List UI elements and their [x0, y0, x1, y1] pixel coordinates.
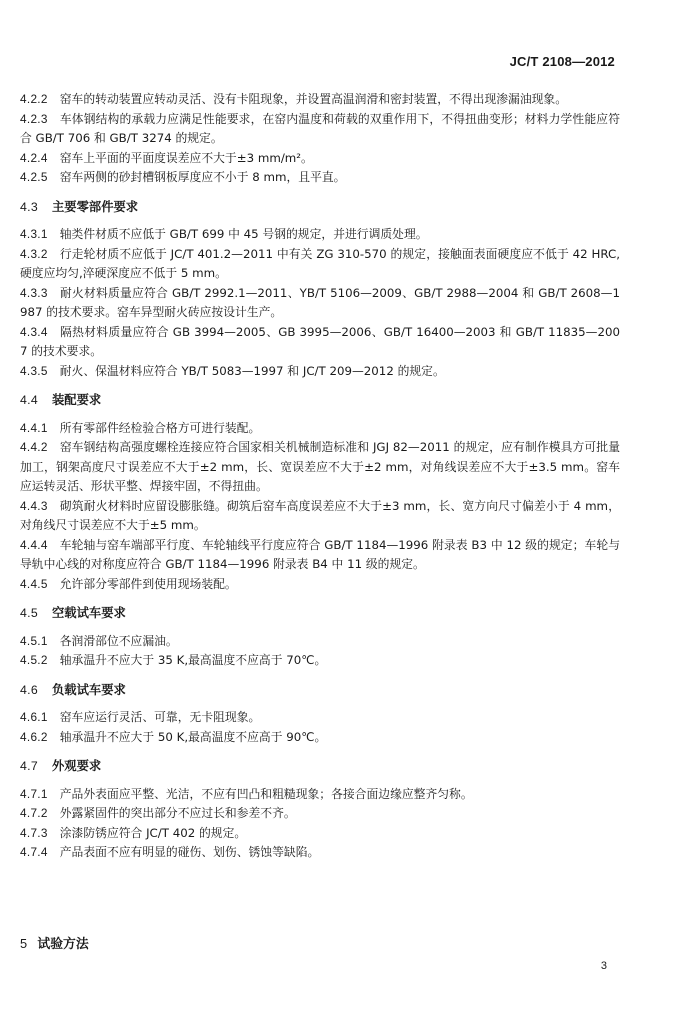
- clause-text: 窑车应运行灵活、可靠，无卡阻现象。: [59, 710, 261, 724]
- section-number: 4.5: [20, 606, 38, 620]
- chapter-heading-5: [20, 933, 89, 952]
- clause-4-2-5: [20, 168, 620, 188]
- clause-text: 砌筑耐火材料时应留设膨胀缝。砌筑后窑车高度误差应不大于±3 mm，长、宽方向尺寸偏差小于 4 mm，对角线尺寸误差应不大于±5 mm。: [20, 498, 620, 532]
- section-heading-4-6: [20, 681, 620, 701]
- clause-number: 4.4.4: [20, 537, 48, 552]
- clause-4-4-4: [20, 536, 620, 575]
- clause-number: 4.2.5: [20, 170, 48, 184]
- clause-number: 4.6.1: [20, 710, 48, 724]
- section-heading-4-4: [20, 391, 620, 411]
- clause-4-4-5: [20, 575, 620, 595]
- clause-number: 4.3.3: [20, 285, 48, 300]
- clause-number: 4.4.1: [20, 420, 48, 435]
- section-title: 空载试车要求: [52, 606, 126, 620]
- clause-4-5-1: [20, 632, 620, 652]
- clause-number: 4.3.5: [20, 363, 48, 378]
- chapter-title: 试验方法: [37, 937, 89, 952]
- clause-text: 各润滑部位不应漏油。: [59, 633, 178, 648]
- section-title: 负载试车要求: [52, 682, 126, 697]
- clause-4-4-1: [20, 419, 620, 439]
- clause-text: 所有零部件经检验合格方可进行装配。: [59, 420, 261, 435]
- clause-text: 涂漆防锈应符合 JC/T 402 的规定。: [59, 825, 247, 840]
- clause-text: 行走轮材质不应低于 JC/T 401.2—2011 中有关 ZG 310-570 的规定，接触面表面硬度应不低于 42 HRC,硬度应均匀,淬硬深度应不低于 5 mm。: [20, 246, 620, 280]
- clause-number: 4.2.3: [20, 111, 48, 126]
- clause-text: 窑车的转动装置应转动灵活、没有卡阻现象，并设置高温润滑和密封装置，不得出现渗漏油现象。: [59, 92, 568, 106]
- clause-text: 产品表面不应有明显的碰伤、划伤、锈蚀等缺陷。: [59, 845, 320, 859]
- section-title: 主要零部件要求: [52, 199, 139, 214]
- clause-4-3-1: [20, 225, 620, 245]
- clause-4-6-2: [20, 728, 620, 748]
- clause-4-5-2: [20, 651, 620, 671]
- clause-4-2-3: [20, 110, 620, 149]
- clause-4-7-1: [20, 785, 620, 805]
- section-number: 4.6: [20, 682, 38, 697]
- section-heading-4-7: [20, 757, 620, 777]
- clause-number: 4.2.4: [20, 150, 48, 165]
- clause-text: 耐火材料质量应符合 GB/T 2992.1—2011、YB/T 5106—2009、GB/T 2988—2004 和 GB/T 2608—1987 的技术要求。窑车异型耐火砖应按设计生产。: [20, 285, 620, 319]
- clause-number: 4.3.1: [20, 227, 48, 241]
- clause-number: 4.4.5: [20, 576, 48, 591]
- section-title: 装配要求: [52, 393, 102, 407]
- clause-number: 4.3.4: [20, 324, 48, 339]
- clause-4-3-2: [20, 245, 620, 284]
- clause-text: 隔热材料质量应符合 GB 3994—2005、GB 3995—2006、GB/T 16400—2003 和 GB/T 11835—2007 的技术要求。: [20, 324, 620, 358]
- clause-text: 产品外表面应平整、光洁，不应有凹凸和粗糙现象；各接合面边缘应整齐匀称。: [59, 786, 473, 801]
- clause-number: 4.7.1: [20, 786, 48, 801]
- clause-text: 车体钢结构的承载力应满足性能要求，在窑内温度和荷载的双重作用下，不得扭曲变形；材料力学性能应符合 GB/T 706 和 GB/T 3274 的规定。: [20, 111, 620, 145]
- clause-text: 轴类件材质不应低于 GB/T 699 中 45 号钢的规定，并进行调质处理。: [59, 227, 428, 241]
- clause-text: 窑车上平面的平面度误差应不大于±3 mm/m²。: [59, 150, 313, 165]
- clause-text: 外露紧固件的突出部分不应过长和参差不齐。: [59, 806, 296, 820]
- clause-4-2-4: [20, 149, 620, 169]
- clause-number: 4.5.1: [20, 633, 48, 648]
- clause-text: 窑车钢结构高强度螺栓连接应符合国家相关机械制造标准和 JGJ 82—2011 的规定，应有制作模具方可批量加工，钢架高度尺寸误差应不大于±2 mm，长、宽误差应不大于±2 mm，对角线误差应不大于±3.5 mm。窑车应运转灵活、形状平整、焊接牢固，不得扭曲。: [20, 440, 620, 493]
- clause-number: 4.7.3: [20, 825, 48, 840]
- section-number: 4.4: [20, 393, 38, 407]
- clause-text: 轴承温升不应大于 35 K,最高温度不应高于 70℃。: [59, 653, 327, 667]
- section-number: 4.3: [20, 199, 38, 214]
- clause-4-3-4: [20, 323, 620, 362]
- section-title: 外观要求: [52, 759, 102, 773]
- clause-4-3-5: [20, 362, 620, 382]
- clause-4-2-2: [20, 90, 620, 110]
- section-heading-4-3: [20, 198, 620, 218]
- standard-code-header: JC/T 2108—2012: [509, 54, 615, 69]
- clause-4-4-2: [20, 438, 620, 497]
- clause-number: 4.2.2: [20, 92, 48, 106]
- section-heading-4-5: [20, 604, 620, 624]
- page-number: 3: [600, 960, 607, 972]
- clause-4-7-3: [20, 824, 620, 844]
- section-number: 4.7: [20, 759, 38, 773]
- clause-text: 轴承温升不应大于 50 K,最高温度不应高于 90℃。: [59, 729, 327, 744]
- clause-number: 4.3.2: [20, 246, 48, 261]
- clause-number: 4.7.2: [20, 806, 48, 820]
- clause-4-7-4: [20, 843, 620, 863]
- clause-number: 4.6.2: [20, 729, 48, 744]
- clause-text: 耐火、保温材料应符合 YB/T 5083—1997 和 JC/T 209—2012 的规定。: [59, 363, 445, 378]
- clause-number: 4.4.3: [20, 498, 48, 513]
- clause-text: 窑车两侧的砂封槽钢板厚度应不小于 8 mm，且平直。: [59, 170, 346, 184]
- document-body: [20, 90, 620, 863]
- clause-number: 4.7.4: [20, 845, 48, 859]
- chapter-number: 5: [20, 936, 28, 951]
- clause-4-6-1: [20, 708, 620, 728]
- clause-4-4-3: [20, 497, 620, 536]
- clause-text: 允许部分零部件到使用现场装配。: [59, 576, 237, 591]
- clause-4-7-2: [20, 804, 620, 824]
- clause-number: 4.5.2: [20, 653, 48, 667]
- clause-number: 4.4.2: [20, 440, 48, 454]
- clause-4-3-3: [20, 284, 620, 323]
- clause-text: 车轮轴与窑车端部平行度、车轮轴线平行度应符合 GB/T 1184—1996 附录表 B3 中 12 级的规定；车轮与导轨中心线的对称度应符合 GB/T 1184—1996 附录表 B4 中 11 级的规定。: [20, 537, 620, 571]
